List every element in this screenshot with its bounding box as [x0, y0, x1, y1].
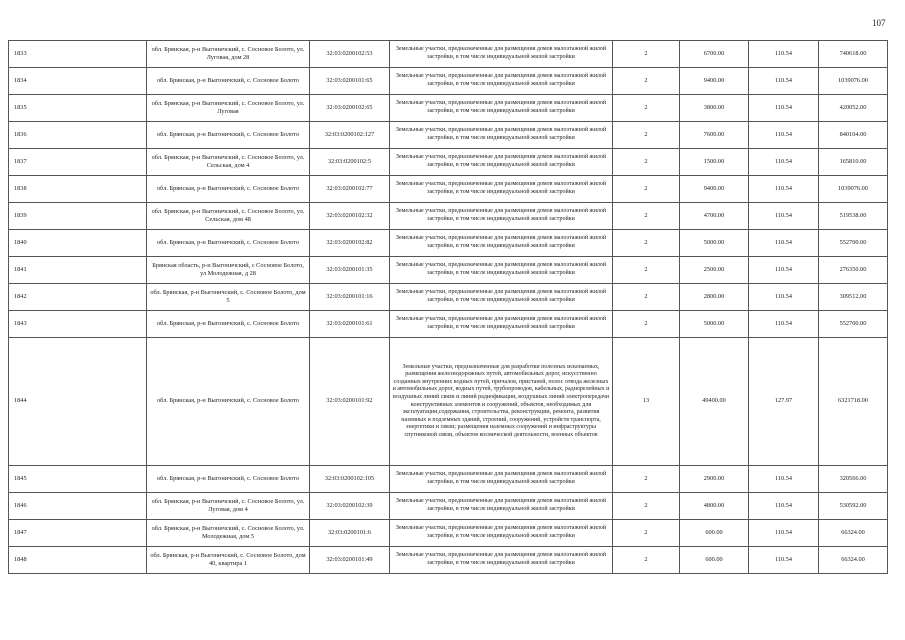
address-cell: обл. Брянская, р-н Выгоничский, с. Сосновое Болото, ул. Луговая, дом 4 [147, 493, 310, 520]
row-number: 1848 [9, 547, 147, 574]
specific-value-cell: 110.54 [749, 68, 819, 95]
group-cell: 2 [613, 122, 680, 149]
address-cell: обл. Брянская, р-н Выгоничский, с. Сосновое Болото, дом 5 [147, 284, 310, 311]
cadastral-number-cell: 32:03:0200101:49 [310, 547, 390, 574]
table-row [9, 338, 888, 466]
area-cell: 2500.00 [680, 257, 749, 284]
permitted-use-cell: Земельные участки, предназначенные для размещения домов малоэтажной жилой застройки, в том числе индивидуальной жилой застройки [390, 284, 613, 311]
area-cell: 4800.00 [680, 493, 749, 520]
cadastral-value-cell: 1039076.00 [819, 68, 888, 95]
row-number: 1834 [9, 68, 147, 95]
area-cell: 3800.00 [680, 95, 749, 122]
specific-value-cell: 110.54 [749, 203, 819, 230]
cadastral-number-cell: 32:03:0200101:92 [310, 338, 390, 466]
row-number: 1846 [9, 493, 147, 520]
table-row [9, 95, 888, 122]
specific-value-cell: 110.54 [749, 149, 819, 176]
cadastral-value-cell: 740618.00 [819, 41, 888, 68]
permitted-use-cell: Земельные участки, предназначенные для размещения домов малоэтажной жилой застройки, в том числе индивидуальной жилой застройки [390, 122, 613, 149]
cadastral-value-cell: 519538.00 [819, 203, 888, 230]
table-row [9, 230, 888, 257]
area-cell: 600.00 [680, 520, 749, 547]
cadastral-value-cell: 420052.00 [819, 95, 888, 122]
group-cell: 2 [613, 257, 680, 284]
cadastral-value-cell: 309512.00 [819, 284, 888, 311]
group-cell: 2 [613, 68, 680, 95]
row-number: 1843 [9, 311, 147, 338]
cadastral-number-cell: 32:03:0200102:65 [310, 95, 390, 122]
table-row [9, 547, 888, 574]
cadastral-number-cell: 32:03:0200102:53 [310, 41, 390, 68]
group-cell: 2 [613, 547, 680, 574]
permitted-use-cell: Земельные участки, предназначенные для размещения домов малоэтажной жилой застройки, в том числе индивидуальной жилой застройки [390, 230, 613, 257]
permitted-use-cell: Земельные участки, предназначенные для размещения домов малоэтажной жилой застройки, в том числе индивидуальной жилой застройки [390, 493, 613, 520]
address-cell: обл. Брянская, р-н Выгоничский, с. Сосновое Болото, дом 40, квартира 1 [147, 547, 310, 574]
cadastral-number-cell: 32:03:0200101:35 [310, 257, 390, 284]
permitted-use-cell: Земельные участки, предназначенные для размещения домов малоэтажной жилой застройки, в том числе индивидуальной жилой застройки [390, 68, 613, 95]
row-number: 1844 [9, 338, 147, 466]
row-number: 1833 [9, 41, 147, 68]
group-cell: 2 [613, 311, 680, 338]
cadastral-value-cell: 66324.00 [819, 547, 888, 574]
cadastral-number-cell: 32:03:0200102:32 [310, 203, 390, 230]
land-registry-table [8, 40, 888, 574]
cadastral-value-cell: 320566.00 [819, 466, 888, 493]
permitted-use-cell: Земельные участки, предназначенные для размещения домов малоэтажной жилой застройки, в том числе индивидуальной жилой застройки [390, 547, 613, 574]
row-number: 1839 [9, 203, 147, 230]
area-cell: 2900.00 [680, 466, 749, 493]
table-row [9, 311, 888, 338]
group-cell: 2 [613, 41, 680, 68]
cadastral-value-cell: 6321718.00 [819, 338, 888, 466]
table-row [9, 520, 888, 547]
group-cell: 2 [613, 176, 680, 203]
address-cell: обл. Брянская, р-н Выгоничский, с. Сосновое Болото, ул. Луговая [147, 95, 310, 122]
row-number: 1835 [9, 95, 147, 122]
specific-value-cell: 110.54 [749, 176, 819, 203]
row-number: 1847 [9, 520, 147, 547]
row-number: 1842 [9, 284, 147, 311]
specific-value-cell: 110.54 [749, 95, 819, 122]
group-cell: 2 [613, 95, 680, 122]
group-cell: 2 [613, 230, 680, 257]
table-row [9, 68, 888, 95]
area-cell: 9400.00 [680, 176, 749, 203]
specific-value-cell: 110.54 [749, 230, 819, 257]
address-cell: обл. Брянская, р-н Выгоничский, с. Сосновое Болото [147, 466, 310, 493]
cadastral-number-cell: 32:03:0200102:105 [310, 466, 390, 493]
permitted-use-cell: Земельные участки, предназначенные для размещения домов малоэтажной жилой застройки, в том числе индивидуальной жилой застройки [390, 41, 613, 68]
specific-value-cell: 110.54 [749, 520, 819, 547]
permitted-use-cell: Земельные участки, предназначенные для разработки полезных ископаемых, размещения железнодорожных путей, автомобильных дорог, искусственно созданных внутренних водных путей, причалов, пристаней, полос отвода железных и автомобильных дорог, водных путей, трубопроводов, кабельных, радиорелейных и воздушных линий связи и линий радиофикации, воздушных линий электропередачи конструктивных элементов и сооружений, объектов, необходимых для эксплуатации,содержания, строительства, реконструкции, ремонта, развития наземных и подземных зданий, строений, сооружений, устройств транспорта, энергетики и связи; размещения наземных сооружений и инфраструктуры спутниковой связи, объектов космической деятельности, военных объектов [390, 338, 613, 466]
area-cell: 1500.00 [680, 149, 749, 176]
page-number: 107 [872, 18, 886, 28]
area-cell: 4700.00 [680, 203, 749, 230]
address-cell: обл. Брянская, р-н Выгоничский, с. Сосновое Болото [147, 311, 310, 338]
specific-value-cell: 110.54 [749, 547, 819, 574]
area-cell: 9400.00 [680, 68, 749, 95]
group-cell: 2 [613, 284, 680, 311]
row-number: 1836 [9, 122, 147, 149]
specific-value-cell: 110.54 [749, 311, 819, 338]
cadastral-number-cell: 32:03:0200102:82 [310, 230, 390, 257]
row-number: 1837 [9, 149, 147, 176]
cadastral-number-cell: 32:03:0200101:65 [310, 68, 390, 95]
specific-value-cell: 127.97 [749, 338, 819, 466]
specific-value-cell: 110.54 [749, 257, 819, 284]
group-cell: 2 [613, 520, 680, 547]
address-cell: обл. Брянская, р-н Выгоничский, с. Сосновое Болото, ул. Луговая, дом 28 [147, 41, 310, 68]
table-row [9, 284, 888, 311]
area-cell: 7600.00 [680, 122, 749, 149]
permitted-use-cell: Земельные участки, предназначенные для размещения домов малоэтажной жилой застройки, в том числе индивидуальной жилой застройки [390, 466, 613, 493]
area-cell: 5000.00 [680, 230, 749, 257]
cadastral-number-cell: 32:03:0200101:6 [310, 520, 390, 547]
address-cell: обл. Брянская, р-н Выгоничский, с. Сосновое Болото, ул. Сельская, дом 48 [147, 203, 310, 230]
row-number: 1841 [9, 257, 147, 284]
table-row [9, 149, 888, 176]
address-cell: обл. Брянская, р-н Выгоничский, с. Сосновое Болото [147, 230, 310, 257]
permitted-use-cell: Земельные участки, предназначенные для размещения домов малоэтажной жилой застройки, в том числе индивидуальной жилой застройки [390, 311, 613, 338]
cadastral-value-cell: 276350.00 [819, 257, 888, 284]
table-body [9, 41, 888, 574]
cadastral-number-cell: 32:03:0200102:77 [310, 176, 390, 203]
specific-value-cell: 110.54 [749, 466, 819, 493]
address-cell: обл. Брянская, р-н Выгоничский, с. Сосновое Болото, ул. Сельская, дом 4 [147, 149, 310, 176]
row-number: 1840 [9, 230, 147, 257]
group-cell: 2 [613, 149, 680, 176]
area-cell: 6700.00 [680, 41, 749, 68]
table-row [9, 257, 888, 284]
cadastral-number-cell: 32:03:0200102:5 [310, 149, 390, 176]
cadastral-number-cell: 32:03:0200101:16 [310, 284, 390, 311]
area-cell: 600.00 [680, 547, 749, 574]
area-cell: 2800.00 [680, 284, 749, 311]
cadastral-value-cell: 530592.00 [819, 493, 888, 520]
table-row [9, 176, 888, 203]
specific-value-cell: 110.54 [749, 493, 819, 520]
group-cell: 2 [613, 203, 680, 230]
group-cell: 13 [613, 338, 680, 466]
permitted-use-cell: Земельные участки, предназначенные для размещения домов малоэтажной жилой застройки, в том числе индивидуальной жилой застройки [390, 95, 613, 122]
table-row [9, 493, 888, 520]
cadastral-value-cell: 840104.00 [819, 122, 888, 149]
row-number: 1845 [9, 466, 147, 493]
cadastral-value-cell: 552700.00 [819, 311, 888, 338]
permitted-use-cell: Земельные участки, предназначенные для размещения домов малоэтажной жилой застройки, в том числе индивидуальной жилой застройки [390, 520, 613, 547]
cadastral-number-cell: 32:03:0200101:61 [310, 311, 390, 338]
cadastral-number-cell: 32:03:0200102:39 [310, 493, 390, 520]
table-row [9, 122, 888, 149]
address-cell: обл. Брянская, р-н Выгоничский, с. Сосновое Болото [147, 338, 310, 466]
permitted-use-cell: Земельные участки, предназначенные для размещения домов малоэтажной жилой застройки, в том числе индивидуальной жилой застройки [390, 176, 613, 203]
cadastral-value-cell: 552700.00 [819, 230, 888, 257]
address-cell: обл. Брянская, р-н Выгоничский, с. Сосновое Болото [147, 122, 310, 149]
address-cell: обл. Брянская, р-н Выгоничский, с. Сосновое Болото [147, 176, 310, 203]
specific-value-cell: 110.54 [749, 122, 819, 149]
area-cell: 49400.00 [680, 338, 749, 466]
cadastral-number-cell: 32:03:0200102:127 [310, 122, 390, 149]
table-row [9, 41, 888, 68]
group-cell: 2 [613, 493, 680, 520]
cadastral-value-cell: 165810.00 [819, 149, 888, 176]
cadastral-value-cell: 66324.00 [819, 520, 888, 547]
cadastral-value-cell: 1039076.00 [819, 176, 888, 203]
address-cell: Брянская область, р-н Выгоничский, с Сосновое Болото, ул Молодежная, д 28 [147, 257, 310, 284]
specific-value-cell: 110.54 [749, 41, 819, 68]
row-number: 1838 [9, 176, 147, 203]
group-cell: 2 [613, 466, 680, 493]
address-cell: обл. Брянская, р-н Выгоничский, с. Сосновое Болото [147, 68, 310, 95]
permitted-use-cell: Земельные участки, предназначенные для размещения домов малоэтажной жилой застройки, в том числе индивидуальной жилой застройки [390, 257, 613, 284]
table-row [9, 466, 888, 493]
permitted-use-cell: Земельные участки, предназначенные для размещения домов малоэтажной жилой застройки, в том числе индивидуальной жилой застройки [390, 203, 613, 230]
table-row [9, 203, 888, 230]
permitted-use-cell: Земельные участки, предназначенные для размещения домов малоэтажной жилой застройки, в том числе индивидуальной жилой застройки [390, 149, 613, 176]
address-cell: обл. Брянская, р-н Выгоничский, с. Сосновое Болото, ул. Молодежная, дом 5 [147, 520, 310, 547]
area-cell: 5000.00 [680, 311, 749, 338]
specific-value-cell: 110.54 [749, 284, 819, 311]
